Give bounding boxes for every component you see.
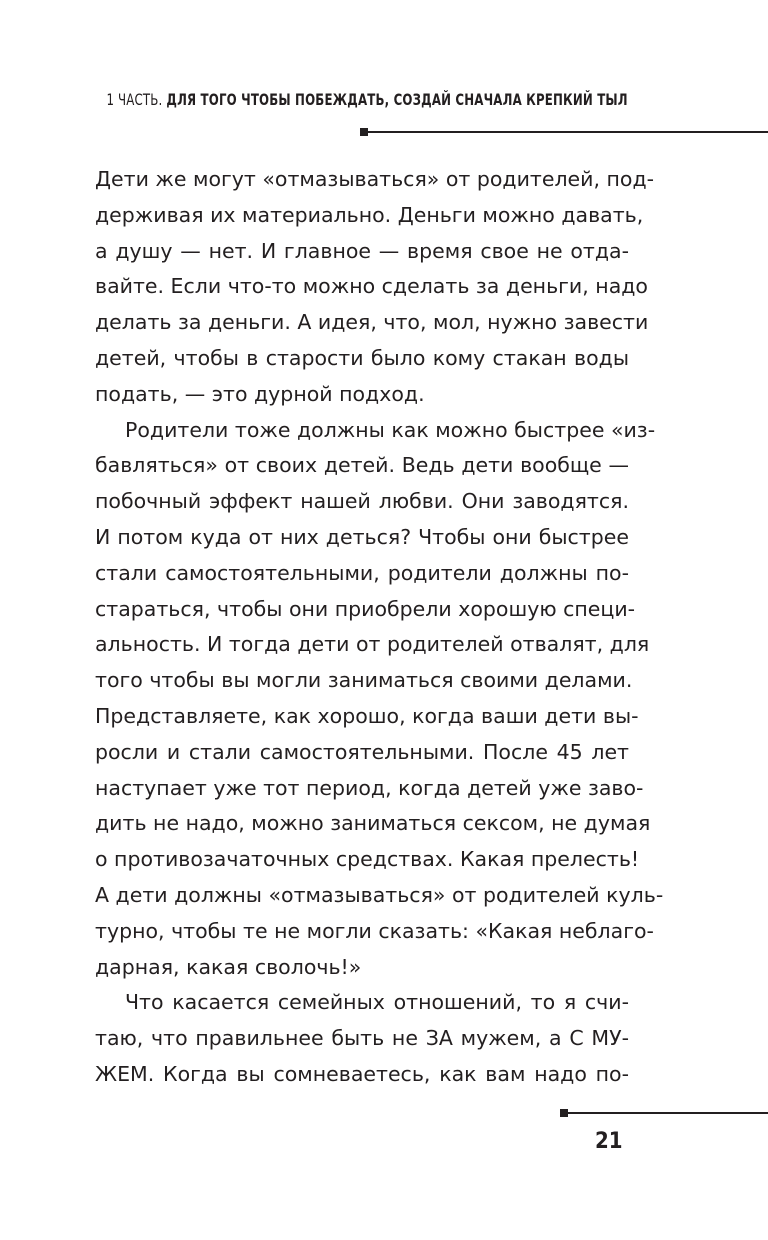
text-line: альность. И тогда дети от родителей отвалят, для [95,632,650,657]
text-line: а душу — нет. И главное — время свое не отда- [95,238,629,263]
text-line: наступает уже тот период, когда детей уже заво- [95,775,644,800]
text-line: держивая их материально. Деньги можно давать, [95,202,644,227]
text-line: дарная, какая сволочь!» [95,954,362,979]
part-label: 1 ЧАСТЬ. [106,90,163,109]
paragraph-2 [95,413,664,986]
text-line: Родители тоже должны как можно быстрее «из- [125,417,656,442]
text-line: делать за деньги. А идея, что, мол, нужно завести [95,310,649,335]
running-head [107,90,628,110]
text-line: того чтобы вы могли заниматься своими делами. [95,668,633,693]
text-line: подать, — это дурной подход. [95,381,425,406]
text-line: турно, чтобы те не могли сказать: «Какая неблаго- [95,918,654,943]
text-line: таю, что правильнее быть не ЗА мужем, а С МУ- [95,1026,629,1051]
page-number: 21 [595,1129,623,1154]
text-line: дить не надо, можно заниматься сексом, не думая [95,811,651,836]
text-line: ЖЕМ. Когда вы сомневаетесь, как вам надо по- [95,1061,629,1086]
paragraph-3 [95,985,629,1092]
text-line: вайте. Если что-то можно сделать за деньги, надо [95,274,648,299]
body-text [95,162,664,1093]
text-line: побочный эффект нашей любви. Они заводятся. [95,489,629,514]
text-line: росли и стали самостоятельными. После 45 лет [95,739,629,764]
part-title: ДЛЯ ТОГО ЧТОБЫ ПОБЕЖДАТЬ, СОЗДАЙ СНАЧАЛА КРЕПКИЙ ТЫЛ [166,90,628,109]
text-line: детей, чтобы в старости было кому стакан воды [95,345,629,370]
text-line: И потом куда от них деться? Чтобы они быстрее [95,524,629,549]
text-line: Представляете, как хорошо, когда ваши дети вы- [95,703,639,728]
paragraph-1 [95,162,655,413]
text-line: о противозачаточных средствах. Какая прелесть! [95,847,640,872]
text-line: стали самостоятельными, родители должны по- [95,560,629,585]
text-line: Дети же могут «отмазываться» от родителей, под- [95,167,655,191]
text-line: стараться, чтобы они приобрели хорошую специ- [95,596,636,621]
text-line: Что касается семейных отношений, то я счи- [125,990,629,1015]
header-rule [362,131,768,133]
text-line: бавляться» от своих детей. Ведь дети вообще — [95,453,629,478]
text-line: А дети должны «отмазываться» от родителей куль- [95,882,664,907]
footer-rule [562,1112,768,1114]
